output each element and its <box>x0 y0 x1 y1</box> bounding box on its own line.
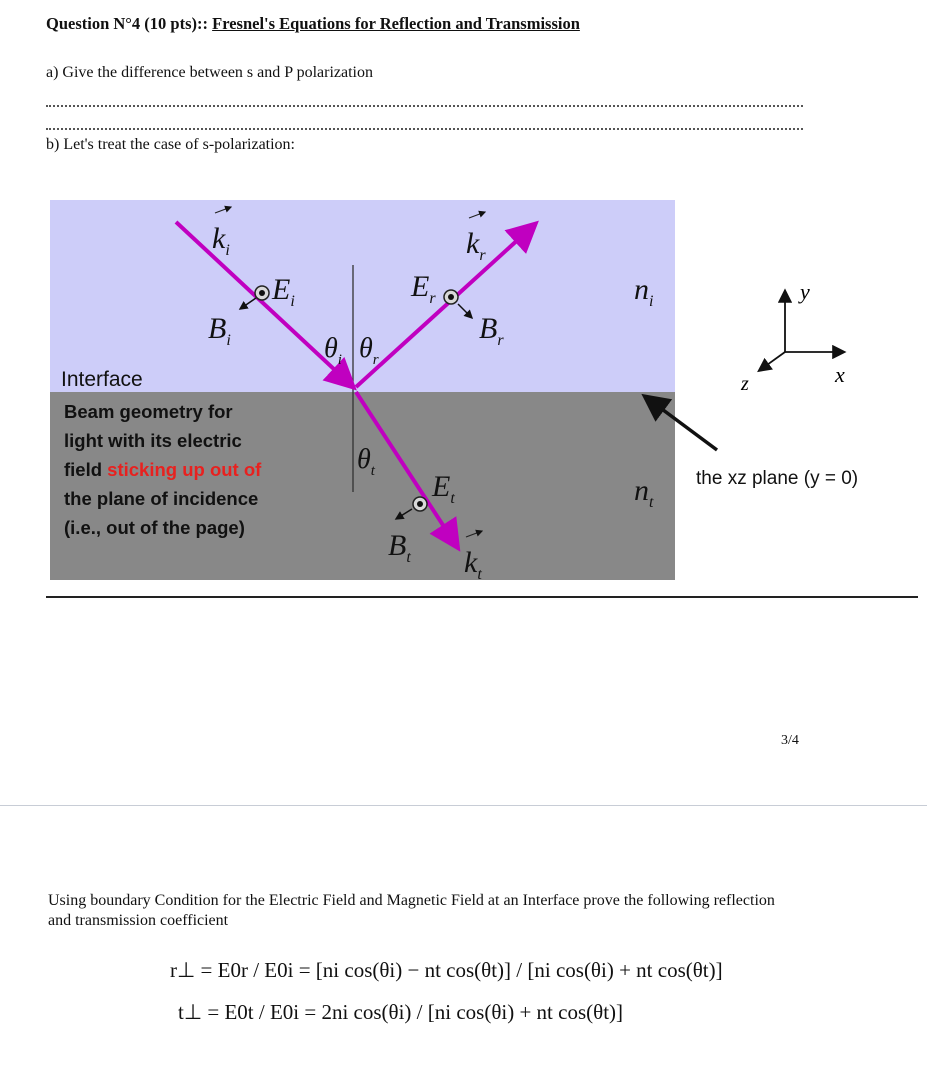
caption-line-1: Beam geometry for <box>64 401 233 422</box>
n-transmitted-label: $n_t$ <box>634 474 654 511</box>
y-axis-label: y <box>800 279 810 304</box>
coordinate-axes <box>740 279 845 395</box>
caption-line-4: the plane of incidence <box>64 488 259 509</box>
b-transmitted-label: $B_t$ <box>388 529 411 566</box>
reflection-coefficient-equation: r⊥ = E0r / E0i = [ni cos(θi) − nt cos(θt)] / [ni cos(θi) + nt cos(θt)] <box>170 958 723 982</box>
page-number: 3/4 <box>781 733 799 748</box>
b-reflected-label: $B_r$ <box>479 312 504 349</box>
interface-label: Interface <box>61 368 143 391</box>
theta-incident-label: $\theta_i$ <box>324 333 342 368</box>
prove-instruction: Using boundary Condition for the Electric Field and Magnetic Field at an Interface prove the following reflection and transmission coefficient <box>48 892 775 929</box>
caption-line-2: light with its electric <box>64 430 242 451</box>
e-transmitted-label: $E_t$ <box>432 470 455 507</box>
transmission-coefficient-equation: t⊥ = E0t / E0i = 2ni cos(θi) / [ni cos(θi) + nt cos(θt)] <box>178 1000 624 1024</box>
page-break-line <box>0 805 927 806</box>
theta-reflected-label: $\theta_r$ <box>359 333 379 368</box>
section-divider <box>46 596 918 598</box>
e-field-transmitted-symbol <box>413 497 427 511</box>
xz-plane-note: the xz plane (y = 0) <box>696 468 859 489</box>
caption-highlight: sticking up out of <box>107 459 262 480</box>
caption-line-3: field sticking up out of <box>64 459 262 480</box>
k-transmitted-label: $k_t$ <box>464 546 482 583</box>
x-axis-label: x <box>835 362 845 387</box>
question-number: Question N°4 (10 pts):: <box>46 14 213 33</box>
e-field-reflected-symbol <box>444 290 458 304</box>
k-incident-label: $k_i$ <box>212 222 230 259</box>
caption-line-5: (i.e., out of the page) <box>64 517 245 538</box>
z-axis-label: z <box>741 373 749 395</box>
e-incident-label: $E_i$ <box>272 273 295 310</box>
e-field-incident-symbol <box>255 286 269 300</box>
part-a-prompt: a) Give the difference between s and P polarization <box>46 64 373 81</box>
question-topic: Fresnel's Equations for Reflection and Transmission <box>212 14 580 33</box>
e-reflected-label: $E_r$ <box>411 270 436 307</box>
theta-transmitted-label: $\theta_t$ <box>357 444 375 479</box>
b-incident-label: $B_i$ <box>208 312 231 349</box>
k-reflected-label: $k_r$ <box>466 227 486 264</box>
z-axis-arrow <box>760 352 785 370</box>
part-b-prompt: b) Let's treat the case of s-polarization: <box>46 136 295 153</box>
figure-caption <box>64 401 262 538</box>
n-incident-label: $n_i$ <box>634 273 654 310</box>
